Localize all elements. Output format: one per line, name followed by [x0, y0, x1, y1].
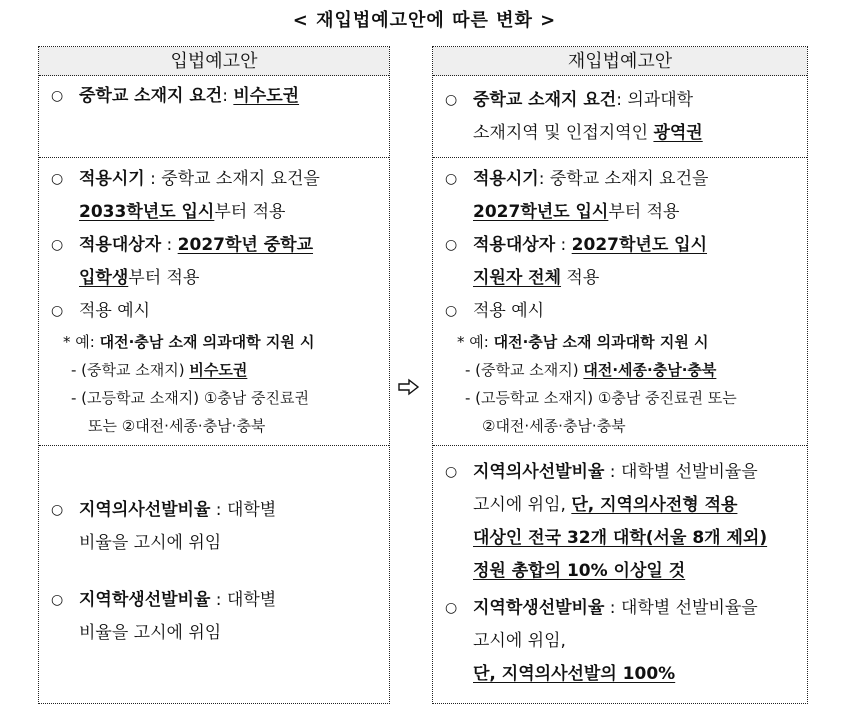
- bullet-icon: ○: [51, 592, 64, 608]
- bullet-icon: ○: [445, 600, 458, 616]
- bullet-icon: ○: [51, 502, 64, 518]
- section-selection-ratio: [433, 446, 807, 702]
- bullet-icon: ○: [51, 88, 64, 104]
- item-target: ○ 적용대상자 : 2027학년도 입시 지원자 전체 적용: [433, 229, 807, 295]
- panel-header-original: 입법예고안: [39, 47, 389, 76]
- item-doctor-ratio: ○ 지역의사선발비율 : 대학별 비율을 고시에 위임: [39, 494, 389, 560]
- item-example: ○ 적용 예시: [433, 295, 807, 328]
- page-title: < 재입법예고안에 따른 변화 >: [292, 10, 557, 31]
- right-arrow-icon: [398, 378, 420, 396]
- section-application: [433, 158, 807, 446]
- bullet-icon: ○: [445, 464, 458, 480]
- example-middle-school: - (중학교 소재지) 비수도권: [71, 361, 248, 379]
- item-student-ratio: ○ 지역학생선발비율 : 대학별 비율을 고시에 위임: [39, 584, 389, 650]
- panel-original-proposal: [38, 46, 390, 704]
- bullet-icon: ○: [445, 92, 458, 108]
- example-note: * 예: 대전·충남 소재 의과대학 지원 시: [63, 333, 315, 351]
- bullet-icon: ○: [445, 237, 458, 253]
- example-high-school: - (고등학교 소재지) ①충남 중진료권: [71, 389, 310, 407]
- panel-revised-proposal: [432, 46, 808, 704]
- item-student-ratio: ○ 지역학생선발비율 : 대학별 선발비율을 고시에 위임, 단, 지역의사선발의 100%: [433, 592, 807, 691]
- example-note: * 예: 대전·충남 소재 의과대학 지원 시: [457, 333, 709, 351]
- example-high-school-cont: ②대전·세종·충남·충북: [482, 417, 626, 435]
- section-location-requirement: [433, 76, 807, 158]
- item-target: ○ 적용대상자 : 2027학년 중학교 입학생부터 적용: [39, 229, 389, 295]
- example-middle-school: - (중학교 소재지) 대전·세종·충남·충북: [465, 361, 717, 379]
- bullet-icon: ○: [51, 303, 64, 319]
- item-doctor-ratio: ○ 지역의사선발비율 : 대학별 선발비율을 고시에 위임, 단, 지역의사전형 적용 대상인 전국 32개 대학(서울 8개 제외) 정원 총합의 10% 이상일 것: [433, 456, 807, 588]
- example-high-school-cont: 또는 ②대전·세종·충남·충북: [88, 417, 266, 435]
- section-location-requirement: [39, 76, 389, 158]
- bullet-icon: ○: [445, 303, 458, 319]
- section-selection-ratio: [39, 446, 389, 702]
- item-location-requirement: ○ 중학교 소재지 요건: 비수도권: [39, 80, 389, 113]
- bullet-icon: ○: [51, 171, 64, 187]
- item-example: ○ 적용 예시: [39, 295, 389, 328]
- bullet-icon: ○: [51, 237, 64, 253]
- bullet-icon: ○: [445, 171, 458, 187]
- section-application: [39, 158, 389, 446]
- example-high-school: - (고등학교 소재지) ①충남 중진료권 또는: [465, 389, 737, 407]
- item-timing: ○ 적용시기: 중학교 소재지 요건을 2027학년도 입시부터 적용: [433, 163, 807, 229]
- item-location-requirement: ○ 중학교 소재지 요건: 의과대학 소재지역 및 인접지역인 광역권: [433, 84, 807, 150]
- item-timing: ○ 적용시기 : 중학교 소재지 요건을 2033학년도 입시부터 적용: [39, 163, 389, 229]
- panel-header-revised: 재입법예고안: [433, 47, 807, 76]
